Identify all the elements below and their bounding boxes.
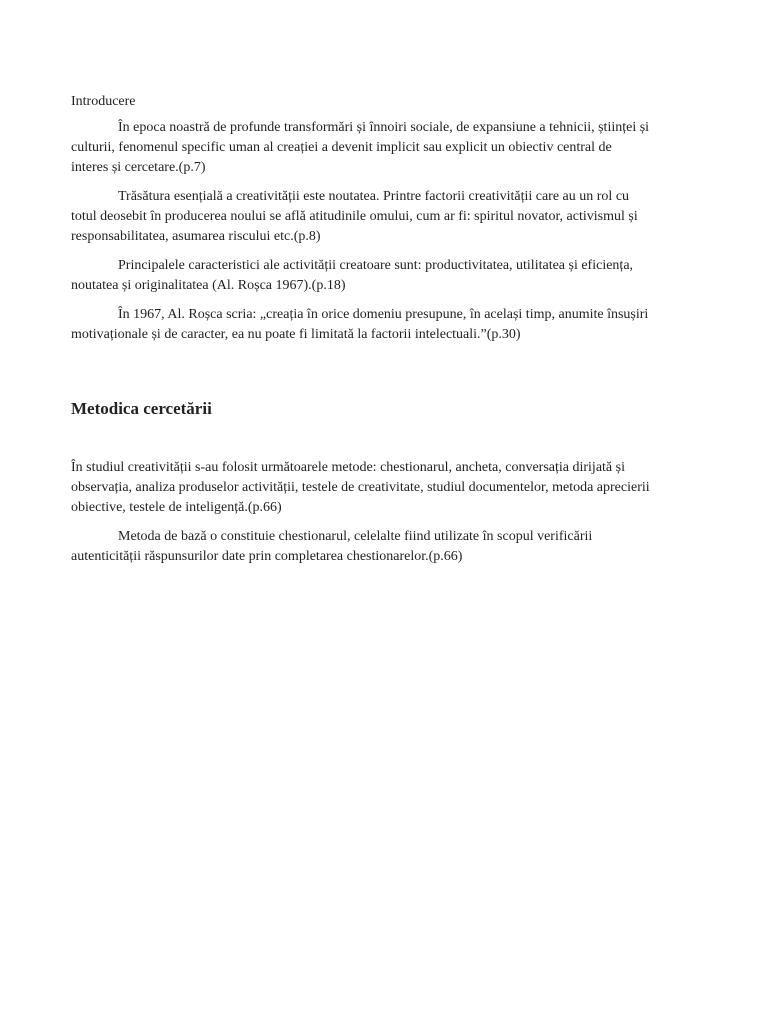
intro-paragraph-4: În 1967, Al. Roșca scria: „creația în orice domeniu presupune, în același timp, anumite însușiri motivaționale și de caracter, ea nu poate fi limitată la factorii intelectuali.”(p.30) — [71, 307, 649, 342]
intro-paragraph-3: Principalele caracteristici ale activității creatoare sunt: productivitatea, utilitatea și eficiența, noutatea și originalitatea (Al. Roșca 1967).(p.18) — [71, 258, 634, 293]
intro-paragraph-1: În epoca noastră de profunde transformări și înnoiri sociale, de expansiune a tehnicii, științei și culturii, fenomenul specific uman al creației a devenit implicit sau explicit un obiectiv central de interes și cercetare.(p.7) — [71, 120, 650, 175]
intro-label: Introducere — [71, 94, 136, 109]
section-heading-metodica: Metodica cercetării — [71, 399, 212, 418]
method-paragraph-2: Metoda de bază o constituie chestionarul, celelalte fiind utilizate în scopul verificării autenticității răspunsurilor date prin completarea chestionarelor.(p.66) — [71, 529, 593, 564]
method-paragraph-1: În studiul creativității s-au folosit următoarele metode: chestionarul, ancheta, conversația dirijată și observația, analiza produselor activității, testele de creativitate, studiul documentelor, metoda aprecierii obiective, testele de inteligență.(p.66) — [71, 460, 650, 515]
document-body — [71, 92, 695, 576]
intro-paragraph-2: Trăsătura esențială a creativității este noutatea. Printre factorii creativității care au un rol cu totul deosebit în producerea noului se află atitudinile omului, cum ar fi: spiritul novator, activismul și responsabilitatea, asumarea riscului etc.(p.8) — [71, 189, 638, 244]
method-section — [71, 458, 695, 567]
